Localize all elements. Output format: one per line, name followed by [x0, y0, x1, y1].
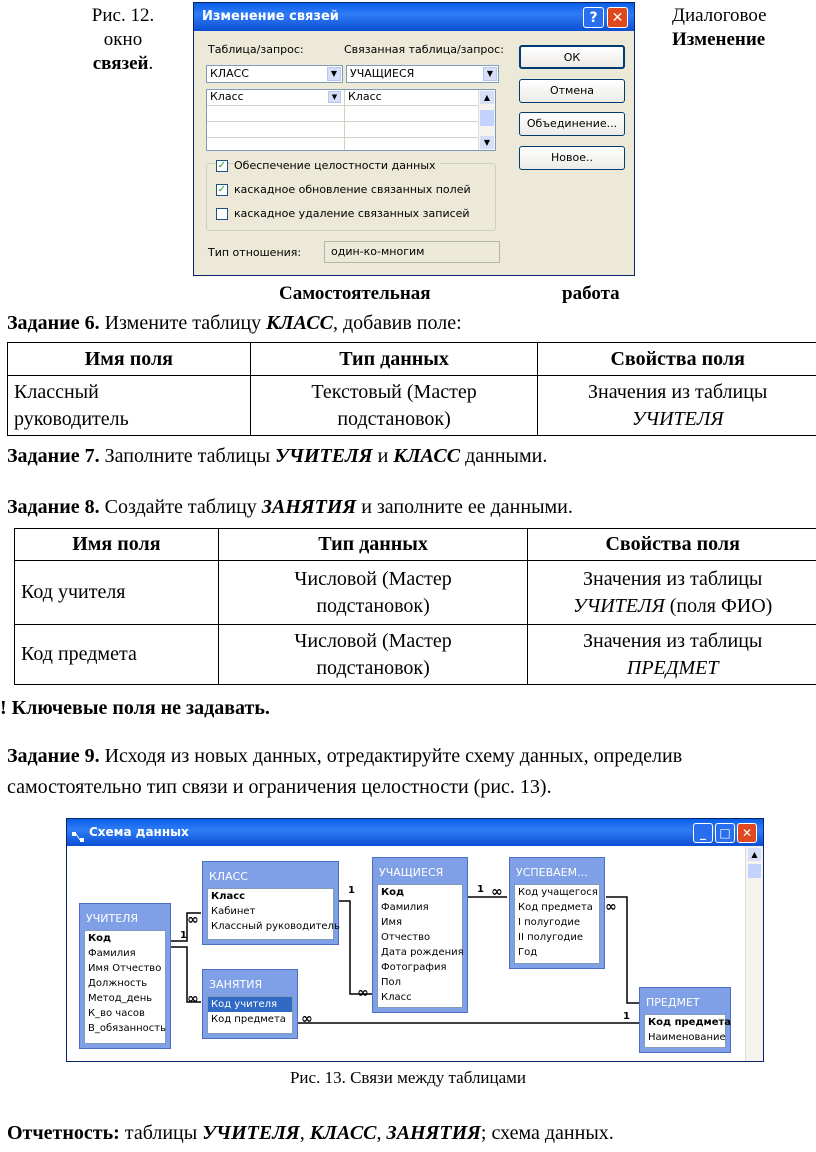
cascade-update-checkbox[interactable]: ✓: [217, 184, 227, 195]
cascade-delete-checkbox[interactable]: [216, 208, 228, 220]
field-list[interactable]: [377, 884, 463, 1008]
field-item[interactable]: Отчество: [381, 932, 431, 943]
cell-data-type: [218, 625, 528, 685]
task-text: ; схема данных.: [480, 1122, 614, 1144]
grid-row[interactable]: [207, 90, 479, 106]
task7-text: [7, 443, 547, 470]
maximize-icon[interactable]: □: [715, 823, 735, 843]
field-item[interactable]: Классный руководитель: [211, 921, 340, 932]
task-text: и заполните ее данными.: [356, 496, 573, 518]
table-window-title: ПРЕДМЕТ: [646, 996, 700, 1009]
header-field-props: Свойства поля: [538, 343, 816, 376]
field-item[interactable]: Код предмета: [648, 1017, 732, 1028]
integrity-group: [206, 163, 496, 231]
integrity-label: Обеспечение целостности данных: [234, 159, 440, 172]
grid-cell-left[interactable]: Класс: [210, 90, 244, 103]
dialog-titlebar: [194, 3, 634, 31]
field-item[interactable]: Класс: [211, 891, 246, 902]
field-item[interactable]: Класс: [381, 992, 412, 1003]
field-item[interactable]: Дата рождения: [381, 947, 464, 958]
header-data-type: Тип данных: [250, 343, 538, 376]
chevron-down-icon[interactable]: ▼: [480, 136, 494, 149]
dialog-title: Изменение связей: [202, 9, 339, 24]
table-window-title: УСПЕВАЕМ...: [516, 866, 588, 879]
help-icon[interactable]: ?: [583, 7, 604, 28]
related-table-label: Связанная таблица/запрос:: [344, 43, 504, 56]
field-item[interactable]: Фамилия: [88, 948, 136, 959]
task-label: Отчетность:: [7, 1122, 120, 1144]
fields-grid[interactable]: [206, 89, 496, 151]
task9-line: [7, 741, 816, 772]
cardinality-many: ∞: [187, 912, 199, 928]
cell-field-name: Код предмета: [15, 625, 219, 685]
cell-line: подстановок): [316, 656, 430, 679]
field-item[interactable]: Код предмета: [518, 902, 593, 913]
cardinality-one: 1: [477, 884, 484, 895]
scroll-thumb[interactable]: [480, 110, 494, 126]
task6-table: [7, 342, 816, 436]
caption-line: Диалоговое: [672, 5, 767, 26]
task-text: данными.: [460, 445, 548, 467]
cardinality-many: ∞: [301, 1011, 313, 1027]
cell-line: Классный: [14, 380, 99, 403]
related-table-combo[interactable]: [346, 65, 499, 83]
caption-line: Изменение: [672, 29, 766, 50]
field-item[interactable]: К_во часов: [88, 1008, 145, 1019]
table-combo-value: КЛАСС: [210, 67, 249, 80]
table-window-class[interactable]: [202, 861, 339, 945]
caption-line: [68, 52, 178, 76]
relation-type-value: один-ко-многим: [324, 241, 500, 263]
report-text: [7, 1120, 614, 1147]
task9-line: самостоятельно тип связи и ограничения целостности (рис. 13).: [7, 776, 552, 798]
grid-divider: [344, 90, 345, 150]
section-heading-word1: Самостоятельная: [279, 283, 431, 304]
field-item[interactable]: Код: [88, 933, 112, 944]
chevron-up-icon[interactable]: ▲: [480, 91, 494, 104]
table-name: ЗАНЯТИЯ: [386, 1122, 481, 1144]
field-item[interactable]: Код: [381, 887, 405, 898]
table-combo[interactable]: [206, 65, 343, 83]
table-window-progress[interactable]: [509, 857, 605, 969]
integrity-checkbox[interactable]: ✓: [217, 160, 227, 171]
field-item[interactable]: Пол: [381, 977, 402, 988]
field-item[interactable]: Код учащегося: [518, 887, 598, 898]
field-item[interactable]: Фамилия: [381, 902, 429, 913]
task9-text: [7, 741, 816, 803]
field-list[interactable]: [514, 884, 600, 964]
cascade-update-label: каскадное обновление связанных полей: [234, 183, 471, 196]
related-combo-value: УЧАЩИЕСЯ: [350, 67, 415, 80]
cell-field-props: [538, 376, 816, 436]
grid-row[interactable]: [207, 138, 479, 153]
table-name: УЧИТЕЛЯ: [202, 1122, 300, 1144]
caption-line: окно: [103, 29, 143, 50]
table-name: КЛАСС: [393, 445, 461, 467]
field-list[interactable]: [644, 1014, 732, 1048]
field-list[interactable]: [207, 996, 293, 1034]
grid-scrollbar[interactable]: [478, 90, 495, 150]
close-icon[interactable]: ✕: [607, 7, 628, 28]
section-heading-word2: работа: [562, 283, 620, 304]
task-text: Создайте таблицу: [99, 496, 262, 518]
relation-type-label: Тип отношения:: [208, 246, 302, 259]
task-label: Задание 7.: [7, 445, 100, 467]
fig12-caption-left: [68, 4, 178, 76]
cell-line: подстановок): [316, 594, 430, 617]
task-text: , добавив поле:: [332, 312, 462, 334]
field-item[interactable]: Кабинет: [211, 906, 256, 917]
cardinality-one: 1: [348, 885, 355, 896]
cell-line: ПРЕДМЕТ: [626, 656, 719, 679]
cancel-button[interactable]: Отмена: [519, 79, 625, 103]
table-name: ЗАНЯТИЯ: [261, 496, 357, 518]
field-item[interactable]: Имя: [381, 917, 403, 928]
table-window-subject[interactable]: [639, 987, 731, 1053]
task8-text: [7, 494, 573, 521]
cell-data-type: [218, 561, 528, 625]
task8-table: [14, 528, 816, 685]
cell-field-props: [528, 561, 816, 625]
header-field-props: Свойства поля: [528, 529, 816, 561]
field-item[interactable]: В_обязанность: [88, 1023, 167, 1034]
ok-button[interactable]: ОК: [519, 45, 625, 69]
table-window-teachers[interactable]: [79, 903, 171, 1049]
header-data-type: Тип данных: [218, 529, 528, 561]
table-window-lessons[interactable]: [202, 969, 298, 1039]
minimize-icon[interactable]: _: [693, 823, 713, 843]
grid-row[interactable]: [207, 106, 479, 122]
table-name: УЧИТЕЛЯ: [573, 594, 665, 617]
task-text: Измените таблицу: [99, 312, 267, 334]
field-item[interactable]: Фотография: [381, 962, 447, 973]
cell-line: Текстовый (Мастер: [311, 380, 477, 403]
field-item[interactable]: I полугодие: [518, 917, 581, 928]
field-list[interactable]: [84, 930, 166, 1044]
table-name: КЛАСС: [309, 1122, 377, 1144]
cardinality-many: ∞: [357, 985, 369, 1001]
schema-window: [66, 818, 764, 1062]
task-text: Исходя из новых данных, отредактируйте схему данных, определив: [99, 745, 683, 767]
cardinality-one: 1: [623, 1011, 630, 1022]
window-title: Схема данных: [89, 825, 189, 839]
table-window-title: КЛАСС: [209, 870, 248, 883]
cardinality-many: ∞: [605, 899, 617, 915]
task-label: Задание 8.: [7, 496, 100, 518]
cardinality-many: ∞: [491, 884, 503, 900]
edit-relations-dialog: [193, 2, 635, 276]
cell-line: Значения из таблицы: [588, 380, 768, 403]
cell-line: подстановок): [337, 407, 451, 430]
task-text: и: [372, 445, 394, 467]
cell-line: Значения из таблицы: [583, 629, 763, 652]
caption-line: Рис. 12.: [91, 5, 155, 26]
cell-line: Числовой (Мастер: [294, 567, 452, 590]
fig13-caption: Рис. 13. Связи между таблицами: [289, 1068, 527, 1087]
table-name: КЛАСС: [266, 312, 333, 334]
note-keys: ! Ключевые поля не задавать.: [0, 697, 270, 719]
fig12-caption-right: [672, 4, 782, 52]
cell-text: (поля ФИО): [664, 594, 773, 617]
chevron-down-icon[interactable]: ▼: [328, 91, 341, 103]
chevron-down-icon[interactable]: ▼: [483, 67, 497, 81]
field-item[interactable]: Наименование: [648, 1032, 726, 1043]
field-item[interactable]: II полугодие: [518, 932, 583, 943]
header-field-name: Имя поля: [8, 343, 251, 376]
relation-line: [338, 901, 372, 994]
task-label: Задание 9.: [7, 745, 100, 767]
cell-line: Значения из таблицы: [583, 567, 763, 590]
field-item[interactable]: Код предмета: [211, 1014, 286, 1025]
chevron-down-icon[interactable]: ▼: [327, 67, 341, 81]
field-list[interactable]: [207, 888, 340, 940]
field-item[interactable]: Год: [518, 947, 538, 958]
header-field-name: Имя поля: [15, 529, 219, 561]
caption-bold: связей: [92, 53, 149, 74]
cascade-delete-label: каскадное удаление связанных записей: [234, 207, 470, 220]
field-item[interactable]: Метод_день: [88, 993, 153, 1004]
cell-line: Числовой (Мастер: [294, 629, 452, 652]
grid-row[interactable]: [207, 122, 479, 138]
cardinality-many: ∞: [187, 991, 199, 1007]
join-type-button[interactable]: Объединение...: [519, 112, 625, 136]
cell-line: руководитель: [14, 407, 129, 430]
task-text: ,: [376, 1122, 387, 1144]
field-item[interactable]: Должность: [88, 978, 148, 989]
new-button[interactable]: Новое..: [519, 146, 625, 170]
cell-data-type: [250, 376, 538, 436]
cell-field-props: [528, 625, 816, 685]
field-item[interactable]: Имя Отчество: [88, 963, 162, 974]
table-name: УЧИТЕЛЯ: [275, 445, 373, 467]
cell-field-name: Код учителя: [15, 561, 219, 625]
close-icon[interactable]: ✕: [737, 823, 757, 843]
field-item[interactable]: Код учителя: [208, 997, 292, 1012]
table-window-students[interactable]: [372, 857, 468, 1013]
cell-line: [534, 593, 811, 620]
table-label: Таблица/запрос:: [208, 43, 304, 56]
cell-field-name: [8, 376, 251, 436]
task-text: таблицы: [119, 1122, 203, 1144]
caption-dot: .: [148, 53, 154, 74]
table-window-title: ЗАНЯТИЯ: [209, 978, 263, 991]
cell-line: УЧИТЕЛЯ: [631, 407, 724, 430]
cardinality-one: 1: [180, 930, 187, 941]
task-text: ,: [299, 1122, 310, 1144]
task-label: Задание 6.: [7, 312, 100, 334]
grid-cell-right[interactable]: Класс: [348, 90, 382, 103]
task-text: Заполните таблицы: [99, 445, 276, 467]
table-window-title: УЧАЩИЕСЯ: [379, 866, 444, 879]
table-window-title: УЧИТЕЛЯ: [86, 912, 139, 925]
task6-text: [7, 310, 462, 337]
chevron-up-icon[interactable]: ▲: [748, 848, 761, 861]
